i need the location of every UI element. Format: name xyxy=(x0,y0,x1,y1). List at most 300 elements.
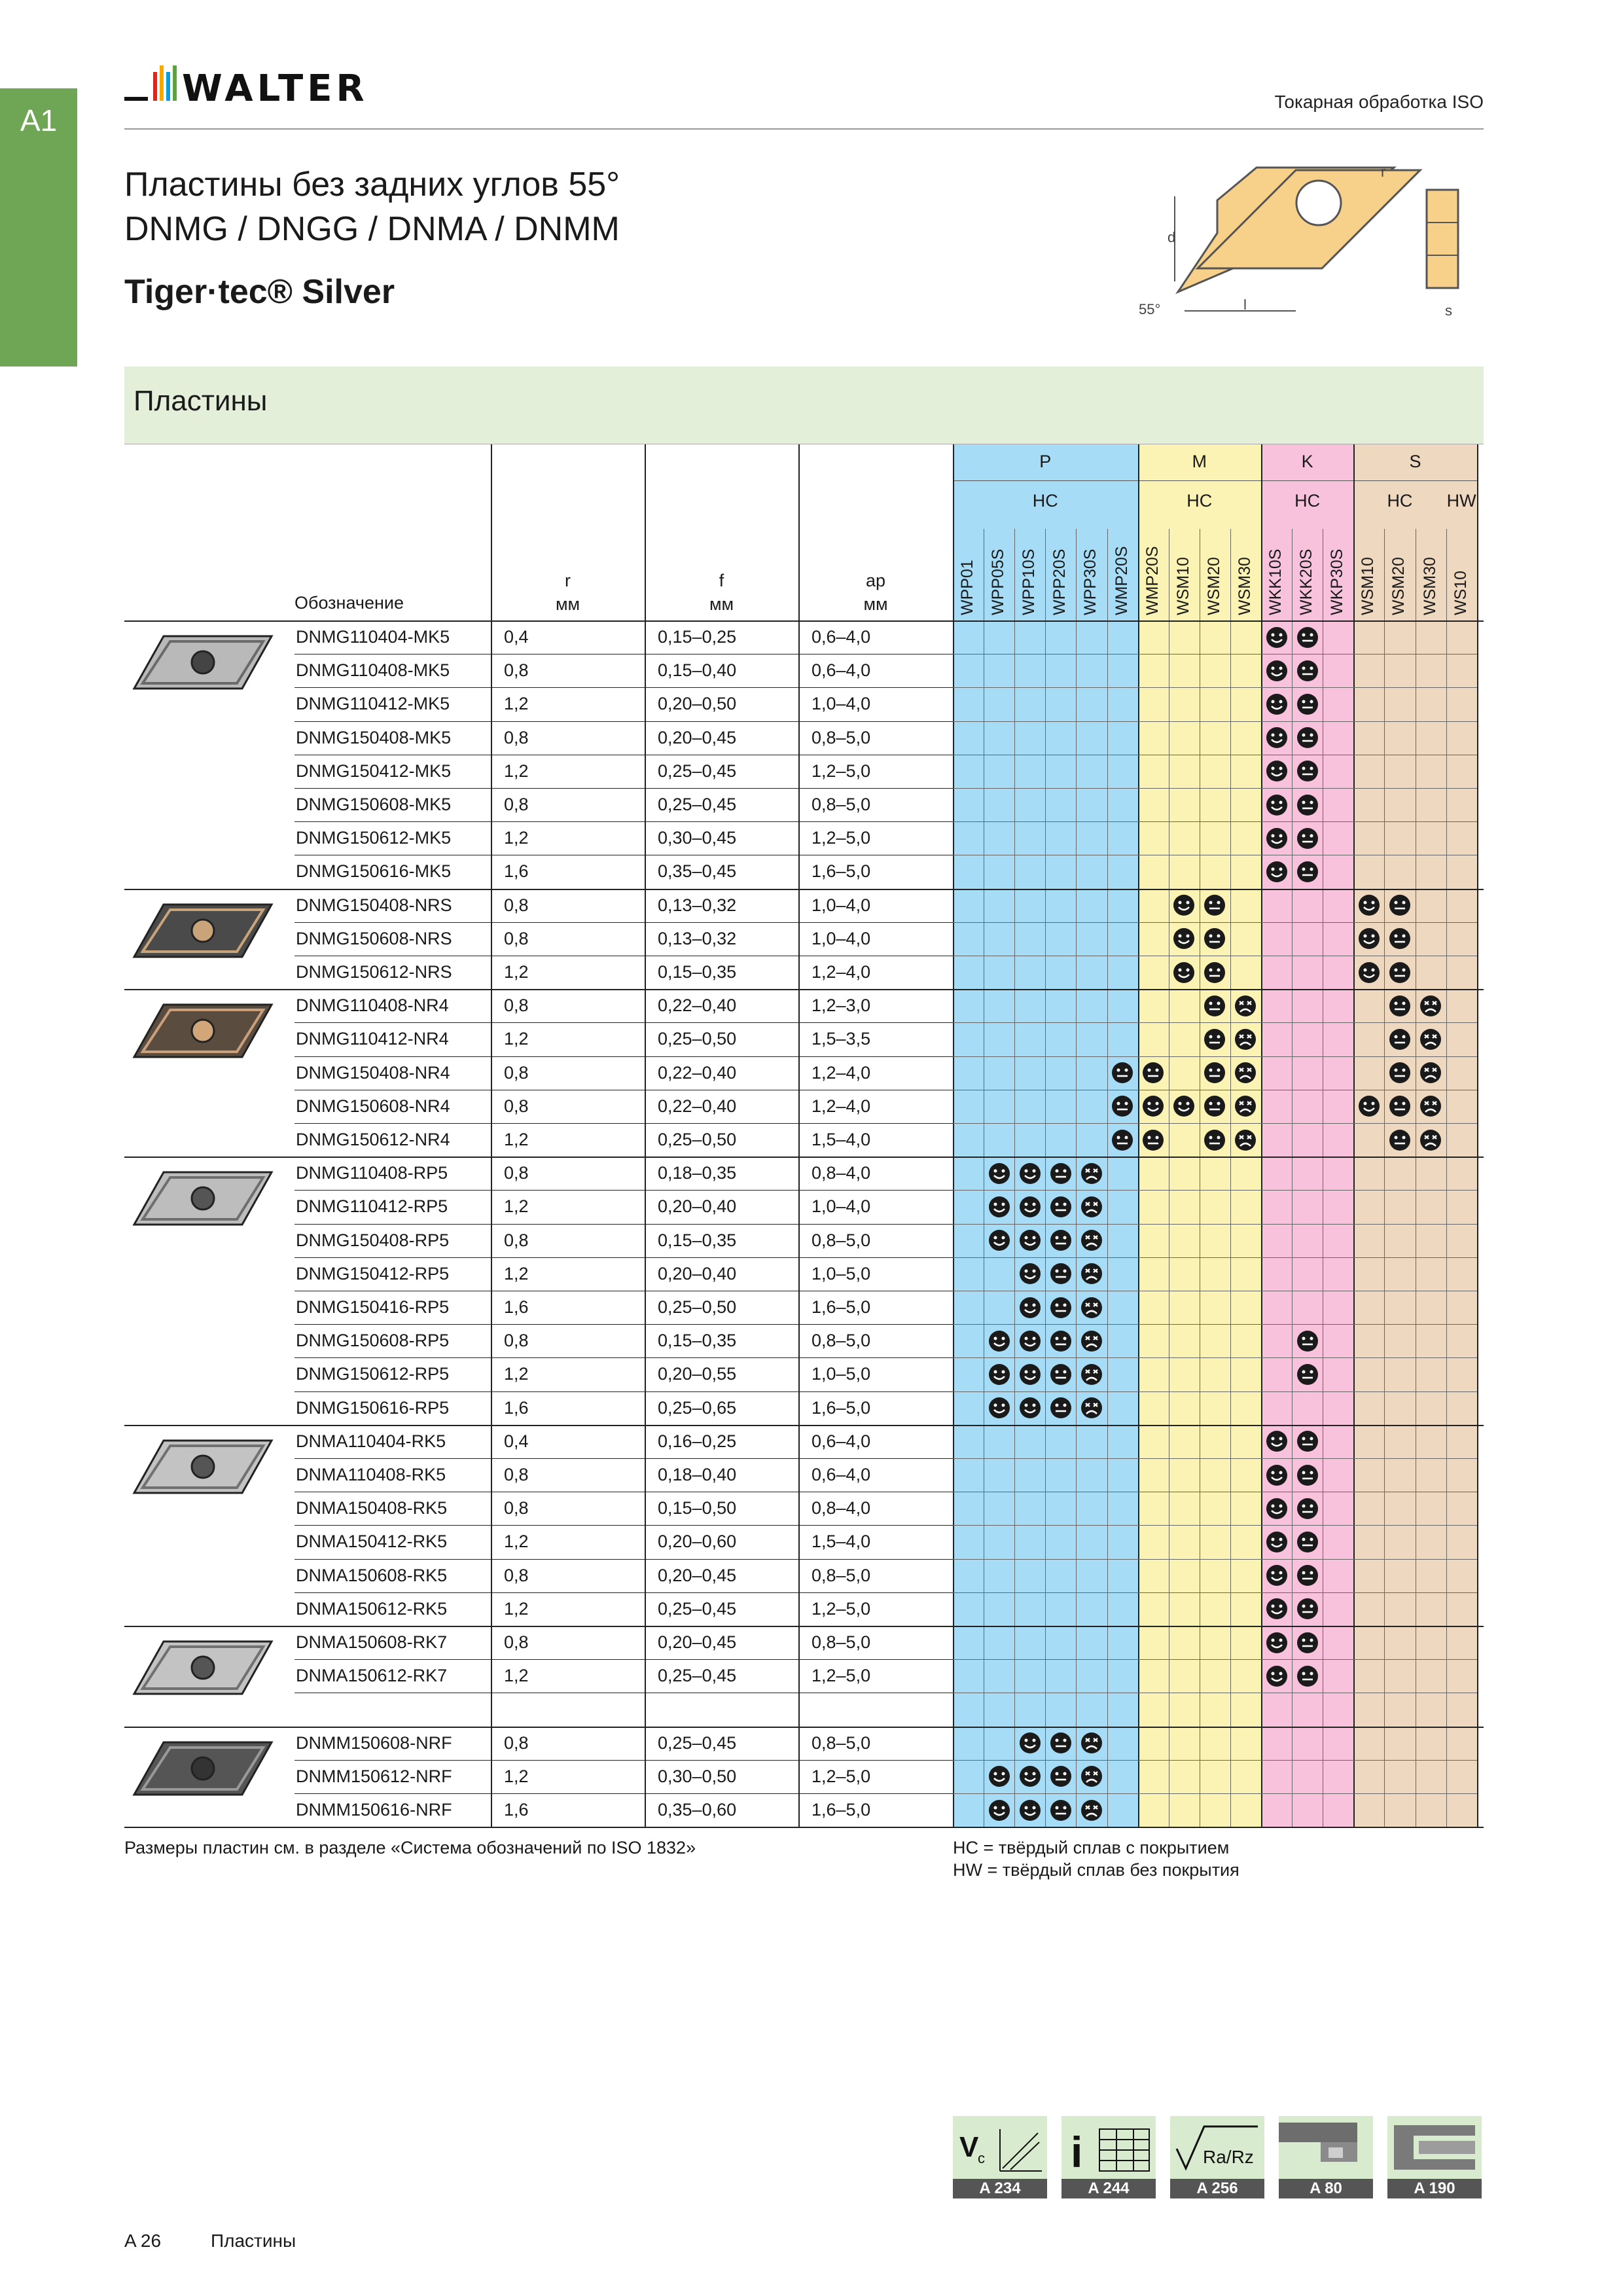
normal-application-icon xyxy=(1204,1129,1226,1151)
r-cell: 1,2 xyxy=(504,694,529,714)
r-cell: 1,6 xyxy=(504,861,529,882)
designation-cell: DNMG150612-MK5 xyxy=(296,828,452,848)
table-row[interactable] xyxy=(124,1056,1484,1090)
grade-label: WSM30 xyxy=(1420,557,1439,615)
good-application-icon xyxy=(1019,1799,1041,1821)
material-group-p: P xyxy=(1039,452,1052,471)
normal-application-icon xyxy=(1204,961,1226,984)
f-cell: 0,20–0,45 xyxy=(658,1632,737,1652)
r-cell: 1,6 xyxy=(504,1297,529,1317)
f-cell: 0,15–0,35 xyxy=(658,962,737,982)
r-cell: 0,8 xyxy=(504,895,529,915)
f-cell: 0,22–0,40 xyxy=(658,1062,737,1083)
designation-cell: DNMG150608-NRS xyxy=(296,928,452,948)
inserts-table xyxy=(124,444,1484,1833)
table-row[interactable] xyxy=(124,1224,1484,1257)
limited-application-icon xyxy=(1234,1028,1257,1050)
r-cell: 0,8 xyxy=(504,1465,529,1484)
r-cell: 0,8 xyxy=(504,1632,529,1652)
normal-application-icon xyxy=(1050,1732,1072,1754)
ap-cell: 1,2–4,0 xyxy=(812,962,871,982)
good-application-icon xyxy=(1173,1095,1195,1117)
good-application-icon xyxy=(1266,1531,1288,1553)
header-rule xyxy=(953,480,1138,481)
ap-cell: 1,2–5,0 xyxy=(812,761,871,781)
legend-hc: HC = твёрдый сплав с покрытием xyxy=(953,1838,1230,1857)
limited-application-icon xyxy=(1080,1799,1103,1821)
designation-cell: DNMG150608-MK5 xyxy=(296,795,452,814)
insert-rp5-image xyxy=(124,1159,281,1238)
normal-application-icon xyxy=(1296,1363,1319,1386)
normal-application-icon xyxy=(1111,1062,1133,1084)
f-cell: 0,20–0,50 xyxy=(658,694,737,714)
good-application-icon xyxy=(1266,1564,1288,1587)
good-application-icon xyxy=(988,1330,1010,1352)
normal-application-icon xyxy=(1204,894,1226,916)
ap-cell: 0,8–5,0 xyxy=(812,1230,871,1250)
grade-label: WPP30S xyxy=(1081,548,1100,615)
designation-cell: DNMM150608-NRF xyxy=(296,1732,452,1753)
footer-title: Пластины xyxy=(211,2231,296,2251)
limited-application-icon xyxy=(1419,1095,1442,1117)
header-rule xyxy=(1261,480,1353,481)
good-application-icon xyxy=(1173,927,1195,950)
table-row[interactable] xyxy=(124,1693,1484,1726)
good-application-icon xyxy=(1266,760,1288,782)
normal-application-icon xyxy=(1296,1665,1319,1687)
limited-application-icon xyxy=(1080,1397,1103,1419)
f-cell: 0,25–0,45 xyxy=(658,1666,737,1686)
insert-rk7-image xyxy=(124,1628,281,1707)
r-cell: 1,2 xyxy=(504,1766,529,1786)
insert-mk5-image xyxy=(124,623,281,702)
designation-cell: DNMG110408-RP5 xyxy=(296,1163,448,1183)
normal-application-icon xyxy=(1296,1598,1319,1620)
f-cell: 0,25–0,65 xyxy=(658,1397,737,1418)
svg-text:d: d xyxy=(1168,229,1176,245)
normal-application-icon xyxy=(1296,1330,1319,1352)
ap-cell: 1,0–4,0 xyxy=(812,928,871,948)
ap-cell: 0,8–5,0 xyxy=(812,727,871,747)
f-cell: 0,35–0,45 xyxy=(658,861,737,882)
normal-application-icon xyxy=(1296,626,1319,649)
grade-label: WPP10S xyxy=(1020,548,1039,615)
ap-cell: 1,5–4,0 xyxy=(812,1130,871,1149)
ap-cell: 1,2–5,0 xyxy=(812,1666,871,1686)
normal-application-icon xyxy=(1050,1765,1072,1787)
grade-type-label: HC xyxy=(1387,491,1413,511)
boring-bar-icon xyxy=(1387,2116,1482,2179)
table-row[interactable] xyxy=(124,1793,1484,1827)
ap-cell: 1,0–4,0 xyxy=(812,1196,871,1217)
r-cell: 1,2 xyxy=(504,1532,529,1552)
good-application-icon xyxy=(1266,827,1288,850)
f-cell: 0,13–0,32 xyxy=(658,928,737,948)
r-cell: 0,8 xyxy=(504,1498,529,1518)
r-cell: 0,8 xyxy=(504,795,529,814)
normal-application-icon xyxy=(1050,1799,1072,1821)
designation-cell: DNMM150616-NRF xyxy=(296,1800,452,1820)
ap-cell: 1,5–3,5 xyxy=(812,1029,871,1049)
f-cell: 0,18–0,40 xyxy=(658,1465,737,1484)
grade-type-label: HC xyxy=(1294,491,1321,511)
insert-rk5-image xyxy=(124,1427,281,1506)
r-cell: 1,2 xyxy=(504,761,529,781)
normal-application-icon xyxy=(1389,894,1411,916)
designation-cell: DNMG150408-MK5 xyxy=(296,727,452,747)
ap-cell: 1,2–5,0 xyxy=(812,1598,871,1619)
good-application-icon xyxy=(988,1765,1010,1787)
good-application-icon xyxy=(988,1162,1010,1185)
r-cell: 1,2 xyxy=(504,1196,529,1217)
r-cell: 0,4 xyxy=(504,1431,529,1451)
f-cell: 0,22–0,40 xyxy=(658,996,737,1016)
ap-cell: 1,2–4,0 xyxy=(812,1096,871,1116)
ap-cell: 1,0–5,0 xyxy=(812,1263,871,1283)
f-cell: 0,25–0,45 xyxy=(658,1732,737,1753)
table-row[interactable] xyxy=(124,1357,1484,1391)
page-number: A 26 xyxy=(124,2231,162,2251)
r-cell: 1,2 xyxy=(504,1598,529,1619)
designation-cell: DNMA110408-RK5 xyxy=(296,1465,446,1484)
good-application-icon xyxy=(1358,927,1380,950)
ref-surface-roughness[interactable]: Ra/Rz A 256 xyxy=(1170,2116,1264,2198)
designation-cell: DNMG150616-RP5 xyxy=(296,1397,450,1418)
limited-application-icon xyxy=(1080,1263,1103,1285)
grade-label: WKP30S xyxy=(1328,548,1347,615)
header-category: Токарная обработка ISO xyxy=(1274,92,1484,112)
designation-cell: DNMG150412-RP5 xyxy=(296,1263,450,1283)
grade-type-label: HC xyxy=(1032,491,1058,511)
r-cell: 0,8 xyxy=(504,1565,529,1585)
limited-application-icon xyxy=(1419,995,1442,1017)
toolholder-icon xyxy=(1279,2116,1373,2179)
good-application-icon xyxy=(1019,1229,1041,1251)
f-cell: 0,35–0,60 xyxy=(658,1800,737,1820)
r-cell: 0,8 xyxy=(504,1732,529,1753)
f-cell: 0,20–0,40 xyxy=(658,1196,737,1217)
ap-cell: 1,2–3,0 xyxy=(812,996,871,1016)
normal-application-icon xyxy=(1389,995,1411,1017)
product-line: Tiger·tec® Silver xyxy=(124,273,395,311)
designation-cell: DNMA150412-RK5 xyxy=(296,1532,448,1552)
good-application-icon xyxy=(1173,894,1195,916)
table-row[interactable] xyxy=(124,1291,1484,1324)
f-cell: 0,20–0,40 xyxy=(658,1263,737,1283)
r-cell: 1,2 xyxy=(504,1029,529,1049)
info-table-icon xyxy=(1061,2116,1156,2179)
designation-cell: DNMA110404-RK5 xyxy=(296,1431,446,1451)
f-cell: 0,15–0,35 xyxy=(658,1230,737,1250)
limited-application-icon xyxy=(1419,1028,1442,1050)
good-application-icon xyxy=(1019,1330,1041,1352)
f-cell: 0,16–0,25 xyxy=(658,1431,737,1451)
insert-geometry-diagram xyxy=(1119,157,1486,327)
ap-cell: 0,6–4,0 xyxy=(812,660,871,681)
svg-text:55°: 55° xyxy=(1139,301,1161,317)
designation-cell: DNMG150612-NR4 xyxy=(296,1130,450,1149)
table-row[interactable] xyxy=(124,1090,1484,1123)
f-cell: 0,22–0,40 xyxy=(658,1096,737,1116)
section-tab[interactable] xyxy=(0,88,77,367)
normal-application-icon xyxy=(1050,1297,1072,1319)
table-row[interactable] xyxy=(124,1324,1484,1357)
table-row[interactable] xyxy=(124,1257,1484,1291)
table-row[interactable] xyxy=(124,1022,1484,1056)
limited-application-icon xyxy=(1234,1129,1257,1151)
grade-label: WSM10 xyxy=(1173,557,1192,615)
column-header-ap-unit: мм xyxy=(863,594,888,614)
limited-application-icon xyxy=(1080,1363,1103,1386)
section-header xyxy=(124,367,1484,444)
good-application-icon xyxy=(1266,794,1288,816)
normal-application-icon xyxy=(1296,1632,1319,1654)
designation-cell: DNMG110408-NR4 xyxy=(296,996,449,1016)
good-application-icon xyxy=(1266,1464,1288,1486)
r-cell: 1,2 xyxy=(504,1263,529,1283)
normal-application-icon xyxy=(1050,1162,1072,1185)
r-cell: 1,2 xyxy=(504,962,529,982)
good-application-icon xyxy=(1019,1397,1041,1419)
column-header-ap: ap xyxy=(865,571,886,590)
ap-cell: 0,8–5,0 xyxy=(812,1331,871,1351)
limited-application-icon xyxy=(1080,1765,1103,1787)
normal-application-icon xyxy=(1204,1062,1226,1084)
material-group-m: M xyxy=(1192,452,1207,471)
table-row[interactable] xyxy=(124,956,1484,989)
limited-application-icon xyxy=(1080,1330,1103,1352)
normal-application-icon xyxy=(1050,1363,1072,1386)
table-row[interactable] xyxy=(124,922,1484,956)
r-cell: 1,2 xyxy=(504,828,529,848)
normal-application-icon xyxy=(1389,1129,1411,1151)
f-cell: 0,15–0,35 xyxy=(658,1331,737,1351)
column-header-f: f xyxy=(719,571,724,590)
column-header-r-unit: мм xyxy=(555,594,580,614)
grade-label: WSM20 xyxy=(1204,557,1223,615)
r-cell: 0,8 xyxy=(504,996,529,1016)
designation-cell: DNMG150412-MK5 xyxy=(296,761,452,781)
normal-application-icon xyxy=(1204,995,1226,1017)
normal-application-icon xyxy=(1296,1498,1319,1520)
surface-roughness-icon xyxy=(1170,2116,1264,2179)
ap-cell: 0,6–4,0 xyxy=(812,1465,871,1484)
r-cell: 1,2 xyxy=(504,1364,529,1384)
ap-cell: 0,8–4,0 xyxy=(812,1498,871,1518)
svg-text:c: c xyxy=(978,2150,985,2166)
f-cell: 0,15–0,40 xyxy=(658,660,737,681)
good-application-icon xyxy=(1358,894,1380,916)
good-application-icon xyxy=(1142,1095,1164,1117)
ref-info-table[interactable]: i A 244 xyxy=(1061,2116,1156,2198)
good-application-icon xyxy=(1266,1665,1288,1687)
ap-cell: 1,0–4,0 xyxy=(812,694,871,714)
good-application-icon xyxy=(1266,660,1288,682)
r-cell: 0,8 xyxy=(504,660,529,681)
grade-label: WKK10S xyxy=(1266,548,1285,615)
normal-application-icon xyxy=(1204,1095,1226,1117)
designation-cell: DNMG110412-MK5 xyxy=(296,694,450,714)
designation-cell: DNMG150608-NR4 xyxy=(296,1096,450,1116)
limited-application-icon xyxy=(1080,1196,1103,1218)
svg-text:s: s xyxy=(1445,302,1452,319)
ref-toolholder[interactable]: A 80 xyxy=(1279,2116,1373,2198)
svg-text:i: i xyxy=(1071,2128,1083,2176)
table-row[interactable] xyxy=(124,989,1484,1022)
designation-cell: DNMG150612-NRS xyxy=(296,962,452,982)
normal-application-icon xyxy=(1142,1129,1164,1151)
f-cell: 0,25–0,45 xyxy=(658,795,737,814)
table-row[interactable] xyxy=(124,1391,1484,1425)
svg-text:WALTER: WALTER xyxy=(182,67,368,110)
limited-application-icon xyxy=(1080,1229,1103,1251)
ap-cell: 1,2–5,0 xyxy=(812,828,871,848)
f-cell: 0,20–0,45 xyxy=(658,727,737,747)
walter-logo xyxy=(124,63,399,115)
good-application-icon xyxy=(1019,1196,1041,1218)
ap-cell: 1,6–5,0 xyxy=(812,861,871,882)
r-cell: 0,8 xyxy=(504,727,529,747)
table-row[interactable] xyxy=(124,889,1484,922)
svg-text:Ra/Rz: Ra/Rz xyxy=(1203,2147,1254,2167)
header-rule xyxy=(1138,480,1261,481)
grade-label: WPP20S xyxy=(1050,548,1069,615)
ap-cell: 0,8–5,0 xyxy=(812,795,871,814)
table-row[interactable] xyxy=(124,1190,1484,1223)
r-cell: 1,2 xyxy=(504,1130,529,1149)
normal-application-icon xyxy=(1050,1229,1072,1251)
grade-label: WMP20S xyxy=(1143,546,1162,615)
svg-text:V: V xyxy=(959,2131,979,2163)
normal-application-icon xyxy=(1389,1095,1411,1117)
f-cell: 0,20–0,55 xyxy=(658,1364,737,1384)
limited-application-icon xyxy=(1419,1062,1442,1084)
r-cell: 1,2 xyxy=(504,1666,529,1686)
good-application-icon xyxy=(1019,1765,1041,1787)
table-row[interactable] xyxy=(124,1157,1484,1190)
ap-cell: 1,0–4,0 xyxy=(812,895,871,915)
ap-cell: 1,5–4,0 xyxy=(812,1532,871,1552)
table-row[interactable] xyxy=(124,1727,1484,1760)
good-application-icon xyxy=(1266,1430,1288,1452)
good-application-icon xyxy=(1266,693,1288,715)
good-application-icon xyxy=(1266,726,1288,749)
grade-label: WMP20S xyxy=(1112,546,1131,615)
good-application-icon xyxy=(1019,1732,1041,1754)
r-cell: 0,8 xyxy=(504,928,529,948)
r-cell: 1,6 xyxy=(504,1397,529,1418)
insert-nrf-image xyxy=(124,1729,281,1808)
header-rule xyxy=(1353,480,1476,481)
designation-cell: DNMG150612-RP5 xyxy=(296,1364,450,1384)
normal-application-icon xyxy=(1050,1263,1072,1285)
limited-application-icon xyxy=(1419,1129,1442,1151)
column-header-f-unit: мм xyxy=(709,594,734,614)
normal-application-icon xyxy=(1050,1397,1072,1419)
designation-cell: DNMG150408-NRS xyxy=(296,895,452,915)
page-title: Пластины без задних углов 55° xyxy=(124,166,620,204)
limited-application-icon xyxy=(1234,1095,1257,1117)
table-row[interactable] xyxy=(124,1760,1484,1793)
cutting-data-icon xyxy=(953,2116,1047,2179)
grade-type-label: HW xyxy=(1446,491,1476,511)
designation-cell: DNMG110404-MK5 xyxy=(296,627,450,647)
ap-cell: 1,0–5,0 xyxy=(812,1364,871,1384)
normal-application-icon xyxy=(1111,1095,1133,1117)
designation-cell: DNMA150612-RK5 xyxy=(296,1598,448,1619)
normal-application-icon xyxy=(1050,1196,1072,1218)
good-application-icon xyxy=(1019,1263,1041,1285)
material-group-k: K xyxy=(1301,452,1313,471)
f-cell: 0,25–0,50 xyxy=(658,1130,737,1149)
designation-cell: DNMG150408-NR4 xyxy=(296,1062,450,1083)
normal-application-icon xyxy=(1296,693,1319,715)
good-application-icon xyxy=(1266,1632,1288,1654)
good-application-icon xyxy=(988,1799,1010,1821)
good-application-icon xyxy=(1358,1095,1380,1117)
f-cell: 0,30–0,50 xyxy=(658,1766,737,1786)
normal-application-icon xyxy=(1296,760,1319,782)
good-application-icon xyxy=(1358,961,1380,984)
material-group-s: S xyxy=(1409,452,1421,471)
r-cell: 0,8 xyxy=(504,1331,529,1351)
r-cell: 0,8 xyxy=(504,1096,529,1116)
normal-application-icon xyxy=(1296,1430,1319,1452)
good-application-icon xyxy=(988,1397,1010,1419)
normal-application-icon xyxy=(1204,1028,1226,1050)
r-cell: 0,8 xyxy=(504,1230,529,1250)
designation-cell: DNMG150616-MK5 xyxy=(296,861,452,882)
designation-cell: DNMA150608-RK5 xyxy=(296,1565,448,1585)
ap-cell: 1,2–4,0 xyxy=(812,1062,871,1083)
r-cell: 1,6 xyxy=(504,1800,529,1820)
f-cell: 0,18–0,35 xyxy=(658,1163,737,1183)
designation-cell: DNMG110412-NR4 xyxy=(296,1029,449,1049)
good-application-icon xyxy=(988,1229,1010,1251)
page-subtitle: DNMG / DNGG / DNMA / DNMM xyxy=(124,210,620,248)
grade-label: WKK20S xyxy=(1297,548,1316,615)
ap-cell: 0,6–4,0 xyxy=(812,627,871,647)
f-cell: 0,15–0,50 xyxy=(658,1498,737,1518)
normal-application-icon xyxy=(1050,1330,1072,1352)
limited-application-icon xyxy=(1080,1162,1103,1185)
normal-application-icon xyxy=(1111,1129,1133,1151)
f-cell: 0,25–0,50 xyxy=(658,1029,737,1049)
table-row[interactable] xyxy=(124,1123,1484,1157)
f-cell: 0,20–0,45 xyxy=(658,1565,737,1585)
good-application-icon xyxy=(1266,626,1288,649)
normal-application-icon xyxy=(1389,1062,1411,1084)
limited-application-icon xyxy=(1234,1062,1257,1084)
normal-application-icon xyxy=(1389,927,1411,950)
ref-boring-bar[interactable]: A 190 xyxy=(1387,2116,1482,2198)
insert-nr4-image xyxy=(124,992,281,1070)
ref-cutting-data[interactable]: V c A 234 xyxy=(953,2116,1047,2198)
column-header-r: r xyxy=(565,571,571,590)
normal-application-icon xyxy=(1296,827,1319,850)
grade-label: WSM20 xyxy=(1389,557,1408,615)
grade-label: WS10 xyxy=(1451,570,1470,615)
f-cell: 0,30–0,45 xyxy=(658,828,737,848)
ap-cell: 1,2–5,0 xyxy=(812,1766,871,1786)
grade-label: WSM30 xyxy=(1235,557,1254,615)
normal-application-icon xyxy=(1389,961,1411,984)
grade-label: WPP05S xyxy=(989,548,1008,615)
designation-cell: DNMG150416-RP5 xyxy=(296,1297,450,1317)
designation-cell: DNMG110412-RP5 xyxy=(296,1196,448,1217)
f-cell: 0,15–0,25 xyxy=(658,627,737,647)
designation-cell: DNMG110408-MK5 xyxy=(296,660,450,681)
